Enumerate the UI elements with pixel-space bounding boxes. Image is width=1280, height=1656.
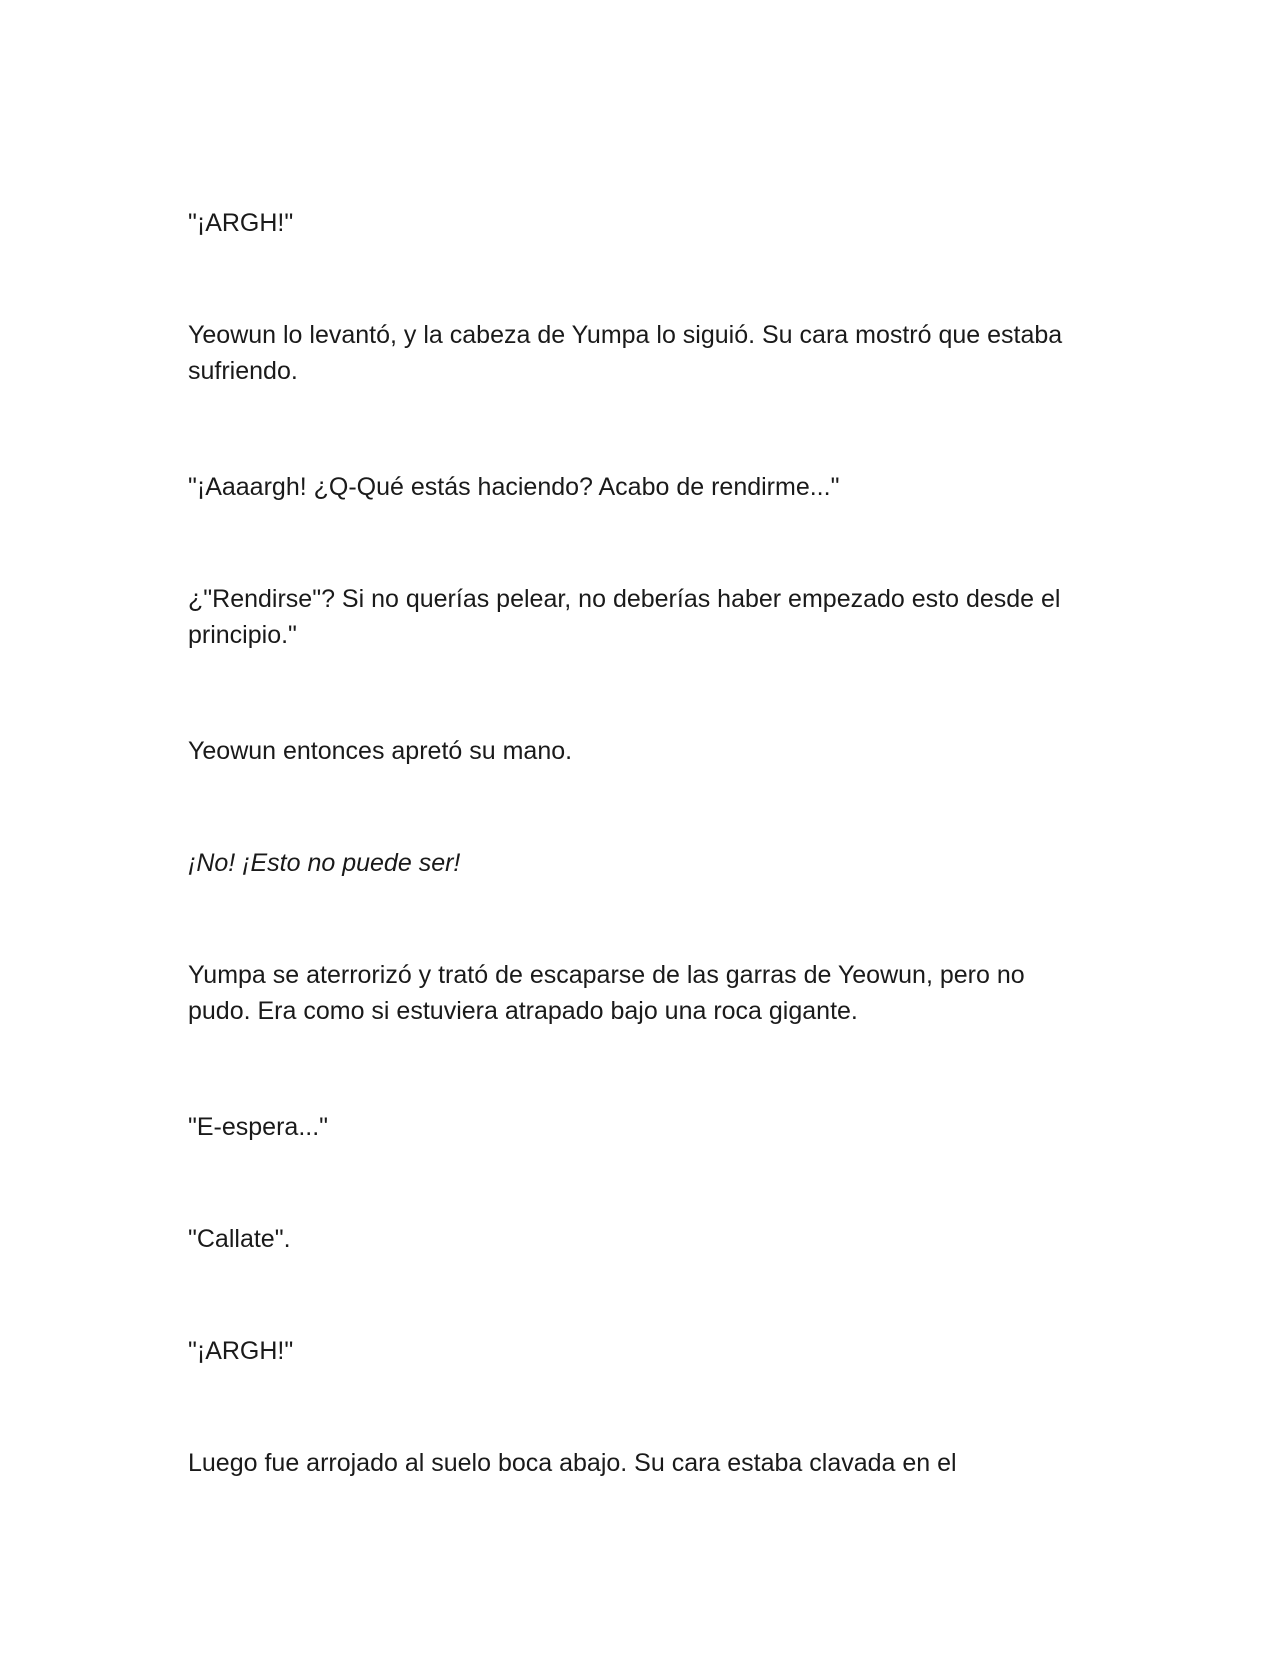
paragraph-rendirse: ¿"Rendirse"? Si no querías pelear, no deberías haber empezado esto desde el principio." [188,585,1061,649]
paragraph-no-puede-ser: ¡No! ¡Esto no puede ser! [188,849,461,877]
paragraph-yumpa-aterrorizo: Yumpa se aterrorizó y trató de escaparse de las garras de Yeowun, pero no pudo. Era como si estuviera atrapado bajo una roca gigante. [188,961,1025,1025]
paragraph-apreto-mano: Yeowun entonces apretó su mano. [188,737,573,765]
paragraph-espera: "E-espera..." [188,1113,329,1141]
paragraph-argh-2: "¡ARGH!" [188,1337,294,1365]
paragraph-argh-1: "¡ARGH!" [188,209,294,237]
paragraph-callate: "Callate". [188,1225,291,1253]
paragraph-yeowun-lifted: Yeowun lo levantó, y la cabeza de Yumpa lo siguió. Su cara mostró que estaba sufriendo. [188,321,1063,385]
paragraph-aaaargh: "¡Aaaargh! ¿Q-Qué estás haciendo? Acabo de rendirme..." [188,473,840,501]
paragraph-arrojado-suelo: Luego fue arrojado al suelo boca abajo. Su cara estaba clavada en el [188,1449,957,1477]
